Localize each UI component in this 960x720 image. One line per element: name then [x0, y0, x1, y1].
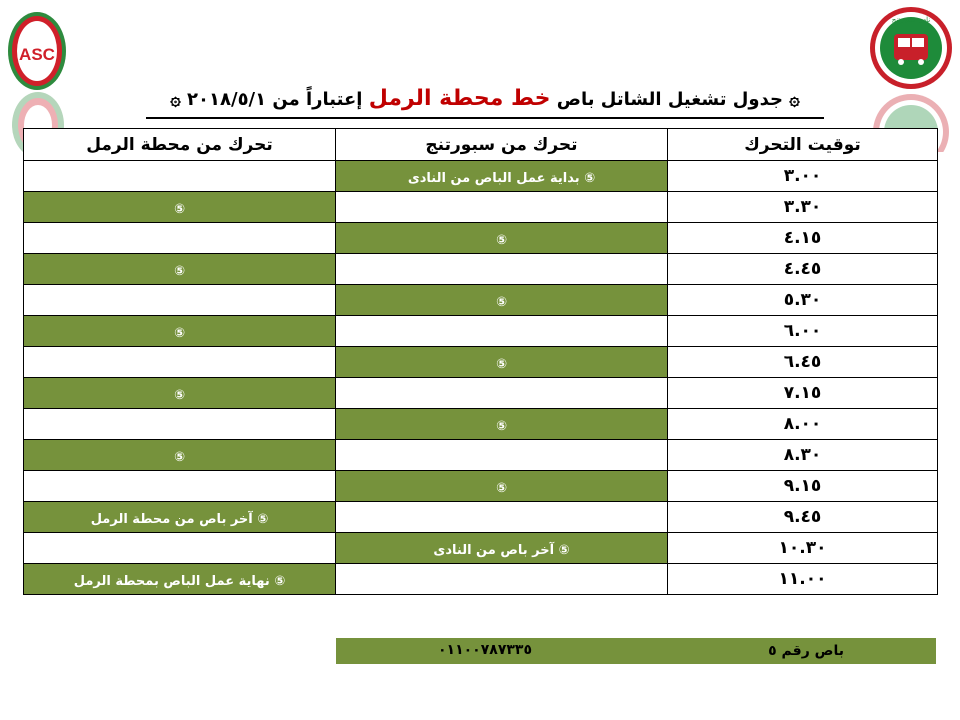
title-ornament-right: ۞	[782, 89, 800, 110]
cell-from-raml	[24, 161, 336, 192]
trip-marker: ⑤	[173, 263, 185, 279]
title-suffix: إعتباراً من ٢٠١٨/٥/١	[187, 89, 363, 110]
cell-time: ١٠.٣٠	[668, 533, 938, 564]
trip-marker: ⑤ نهاية عمل الباص بمحطة الرمل	[73, 573, 286, 589]
cell-from-raml	[24, 378, 336, 409]
cell-from-sporting	[336, 378, 668, 409]
trip-marker: ⑤	[173, 325, 185, 341]
trip-marker: ⑤ آخر باص من النادى	[433, 542, 570, 558]
cell-from-raml	[24, 316, 336, 347]
cell-from-raml	[24, 440, 336, 471]
table-row	[24, 502, 938, 533]
table-row	[24, 378, 938, 409]
title-highlight: خط محطة الرمل	[368, 86, 551, 111]
cell-time: ٣.٠٠	[668, 161, 938, 192]
title-prefix: جدول تشغيل الشاتل باص	[556, 89, 783, 110]
cell-from-raml	[24, 223, 336, 254]
cell-from-sporting	[336, 564, 668, 595]
driver-phone-number: ٠١١٠٠٧٨٧٣٣٥	[438, 642, 532, 658]
trip-marker: ⑤	[173, 201, 185, 217]
cell-from-raml	[24, 471, 336, 502]
cell-from-raml	[24, 502, 336, 533]
table-row	[24, 409, 938, 440]
cell-from-raml	[24, 409, 336, 440]
table-row	[24, 564, 938, 595]
cell-time: ٩.٤٥	[668, 502, 938, 533]
bus-info-bar	[336, 638, 936, 664]
cell-from-sporting	[336, 471, 668, 502]
cell-time: ٩.١٥	[668, 471, 938, 502]
cell-from-sporting	[336, 192, 668, 223]
cell-time: ٥.٣٠	[668, 285, 938, 316]
header-departure-time: توقيت التحرك	[668, 129, 938, 161]
trip-marker: ⑤ آخر باص من محطة الرمل	[90, 511, 269, 527]
trip-marker: ⑤ بداية عمل الباص من النادى	[407, 170, 596, 186]
cell-from-raml	[24, 192, 336, 223]
table-header-row	[24, 129, 938, 161]
schedule-table	[23, 128, 938, 595]
asc-logo-text: ASC	[19, 45, 55, 64]
trip-marker: ⑤	[173, 449, 185, 465]
header-from-raml: تحرك من محطة الرمل	[24, 129, 336, 161]
sporting-club-logo	[868, 4, 954, 92]
table-row	[24, 254, 938, 285]
cell-from-raml	[24, 533, 336, 564]
table-row	[24, 223, 938, 254]
cell-from-sporting	[336, 316, 668, 347]
trip-marker: ⑤	[495, 294, 507, 310]
cell-from-sporting	[336, 285, 668, 316]
title-ornament-left: ۞	[170, 89, 181, 110]
cell-from-raml	[24, 254, 336, 285]
table-row	[24, 471, 938, 502]
cell-from-raml	[24, 564, 336, 595]
schedule-title	[140, 86, 830, 111]
cell-time: ٤.١٥	[668, 223, 938, 254]
table-row	[24, 192, 938, 223]
table-row	[24, 285, 938, 316]
cell-from-sporting	[336, 409, 668, 440]
asc-logo	[6, 10, 68, 92]
cell-time: ٦.٤٥	[668, 347, 938, 378]
cell-from-raml	[24, 347, 336, 378]
cell-time: ١١.٠٠	[668, 564, 938, 595]
trip-marker: ⑤	[173, 387, 185, 403]
trip-marker: ⑤	[495, 418, 507, 434]
table-row	[24, 347, 938, 378]
cell-from-sporting	[336, 502, 668, 533]
trip-marker: ⑤	[495, 356, 507, 372]
cell-time: ٨.٠٠	[668, 409, 938, 440]
cell-from-sporting	[336, 533, 668, 564]
cell-time: ٧.١٥	[668, 378, 938, 409]
cell-time: ٨.٣٠	[668, 440, 938, 471]
table-row	[24, 316, 938, 347]
cell-time: ٤.٤٥	[668, 254, 938, 285]
cell-time: ٣.٣٠	[668, 192, 938, 223]
trip-marker: ⑤	[495, 480, 507, 496]
cell-from-sporting	[336, 254, 668, 285]
title-underline	[146, 117, 824, 119]
table-row	[24, 533, 938, 564]
sporting-logo-text: نادي سبورتنج	[891, 16, 931, 24]
table-row	[24, 161, 938, 192]
cell-from-sporting	[336, 347, 668, 378]
cell-from-raml	[24, 285, 336, 316]
trip-marker: ⑤	[495, 232, 507, 248]
cell-from-sporting	[336, 223, 668, 254]
cell-from-sporting	[336, 161, 668, 192]
bus-number-label: باص رقم ٥	[768, 643, 844, 659]
cell-time: ٦.٠٠	[668, 316, 938, 347]
header-from-sporting: تحرك من سبورتنج	[336, 129, 668, 161]
table-row	[24, 440, 938, 471]
cell-from-sporting	[336, 440, 668, 471]
